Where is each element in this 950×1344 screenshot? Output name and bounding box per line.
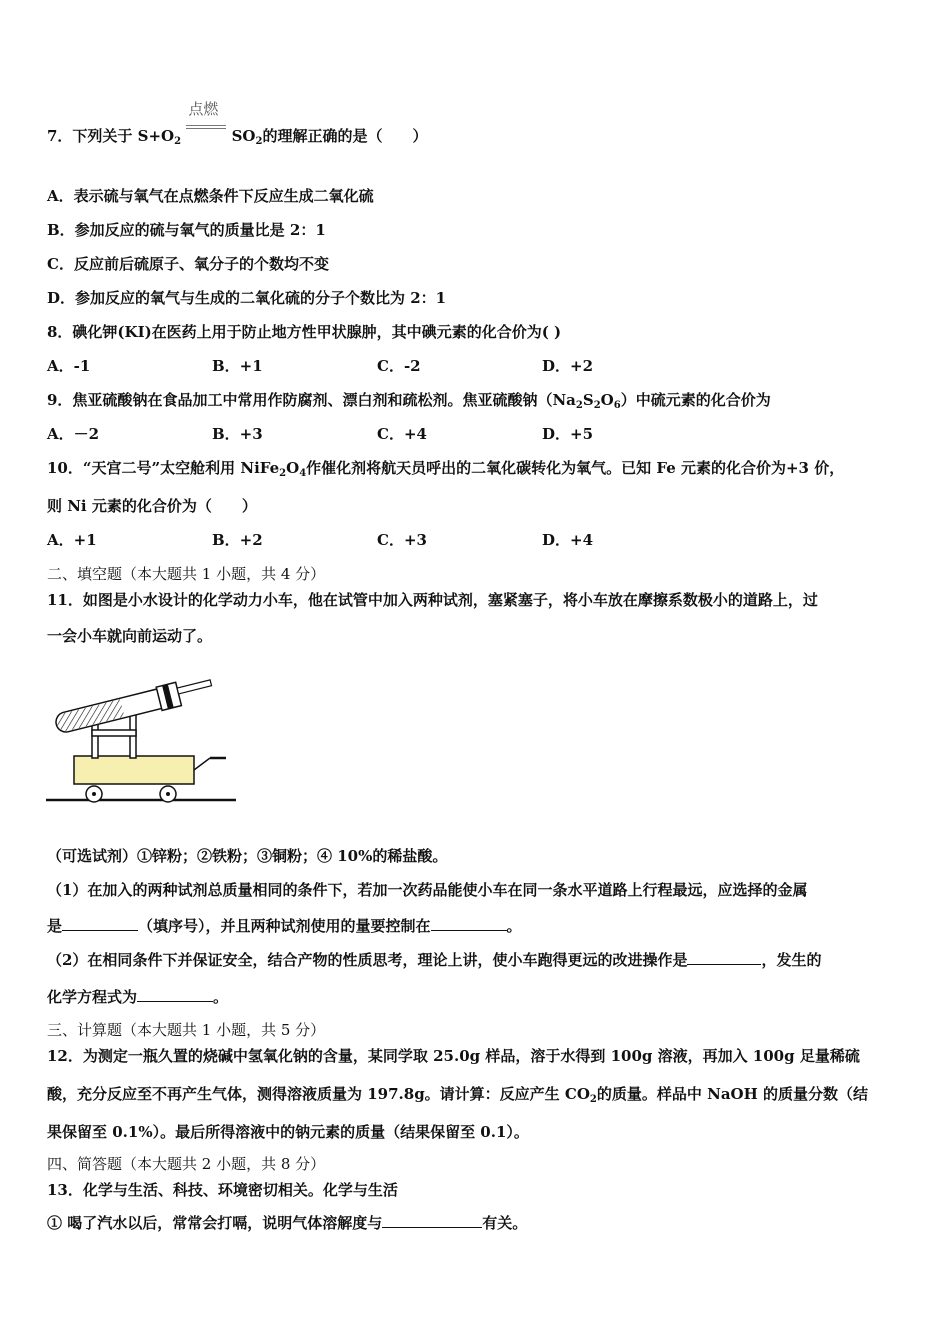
q10-option-b: B．+2 [212,531,263,549]
q11-part2-line2: 化学方程式为 。 [47,988,229,1006]
answer-blank-solubility[interactable] [382,1213,482,1228]
q7-option-d: D．参加反应的氧气与生成的二氧化硫的分子个数比为 2：1 [47,289,447,307]
q12-line2: 酸，充分反应至不再产生气体，测得溶液质量为 197.8g。请计算：反应产生 $CO_2$的质量。样品中 NaOH 的质量分数（结 [47,1085,869,1105]
q10-option-d: D．+4 [542,531,594,549]
q11-stem-line2: 一会小车就向前运动了。 [47,627,213,645]
q8-option-c: C．-2 [377,357,421,375]
section-4-heading: 四、简答题（本大题共 2 小题，共 8 分） [47,1155,326,1173]
reaction-condition-label: 点燃 [188,100,219,118]
q7-option-a: A．表示硫与氧气在点燃条件下反应生成二氧化硫 [47,187,374,205]
q8-option-a: A．-1 [47,357,91,375]
q11-part1-line1: （1）在加入的两种试剂总质量相同的条件下，若加一次药品能使小车在同一条水平道路上行程最远，应选择的金属 [47,881,808,899]
q9-option-d: D．+5 [542,425,594,443]
q8-option-b: B．+1 [212,357,263,375]
answer-blank-metal[interactable] [62,916,138,931]
answer-blank-equation[interactable] [137,987,213,1002]
q11-part1-line2: 是 （填序号），并且两种试剂使用的量要控制在 。 [47,917,522,935]
nozzle-tube [177,680,211,694]
q11-reagents: （可选试剂）①锌粉；②铁粉；③铜粉；④ 10%的稀盐酸。 [47,847,448,865]
equals-line-bottom [186,128,226,129]
q7-stem: 7．下列关于 $S+O_2$ 点燃 $SO_2$的理解正确的是（ ） [47,100,428,147]
section-2-heading: 二、填空题（本大题共 1 小题，共 4 分） [47,565,326,583]
q11-part2-line1: （2）在相同条件下并保证安全，结合产物的性质思考，理论上讲，使小车跑得更远的改进操作是 ，发生的 [47,951,822,969]
equals-line-top [186,125,226,126]
q11-stem-line1: 11．如图是小水设计的化学动力小车，他在试管中加入两种试剂，塞紧塞子，将小车放在摩擦系数极小的道路上，过 [47,591,818,609]
wheel-left-hub [92,792,96,796]
q10-stem-line2: 则 Ni 元素的化合价为（ ） [47,497,257,515]
answer-blank-amount[interactable] [431,916,507,931]
q8-stem: 8．碘化钾(KI)在医药上用于防止地方性甲状腺肿，其中碘元素的化合价为( ) [47,323,562,341]
stand-crossbar [92,730,136,736]
q9-option-a: A．－2 [47,425,100,443]
q12-line1: 12．为测定一瓶久置的烧碱中氢氧化钠的含量，某同学取 25.0g 样品，溶于水得到 100g 溶液，再加入 100g 足量稀硫 [47,1047,860,1065]
q12-line3: 果保留至 0.1%）。最后所得溶液中的钠元素的质量（结果保留至 0.1）。 [47,1123,529,1141]
car-body [74,756,194,784]
q9-option-b: B．+3 [212,425,263,443]
q7-option-c: C．反应前后硫原子、氧分子的个数均不变 [47,255,329,273]
chemical-car-diagram [44,672,244,812]
wheel-right-hub [166,792,170,796]
q13-line2: ① 喝了汽水以后，常常会打嗝，说明气体溶解度与 有关。 [47,1214,528,1232]
q10-stem-line1: 10．“天宫二号”太空舱利用 $NiFe_2O_4$作催化剂将航天员呼出的二氧化碳转化为氧气。已知 Fe 元素的化合价为+3 价， [47,459,845,479]
section-3-heading: 三、计算题（本大题共 1 小题，共 5 分） [47,1021,326,1039]
q7-option-b: B．参加反应的硫与氧气的质量比是 2：1 [47,221,326,239]
q9-option-c: C．+4 [377,425,427,443]
q10-option-c: C．+3 [377,531,427,549]
q13-line1: 13．化学与生活、科技、环境密切相关。化学与生活 [47,1181,398,1199]
q10-option-a: A．+1 [47,531,97,549]
answer-blank-improvement[interactable] [687,950,761,965]
reagent-fill [55,699,124,733]
reaction-condition-arrow [186,100,226,147]
q8-option-d: D．+2 [542,357,594,375]
q9-stem: 9．焦亚硫酸钠在食品加工中常用作防腐剂、漂白剂和疏松剂。焦亚硫酸钠$(Na_2S_2O_6)$中硫元素的化合价为 [47,391,771,411]
car-rail-slope [194,758,210,770]
